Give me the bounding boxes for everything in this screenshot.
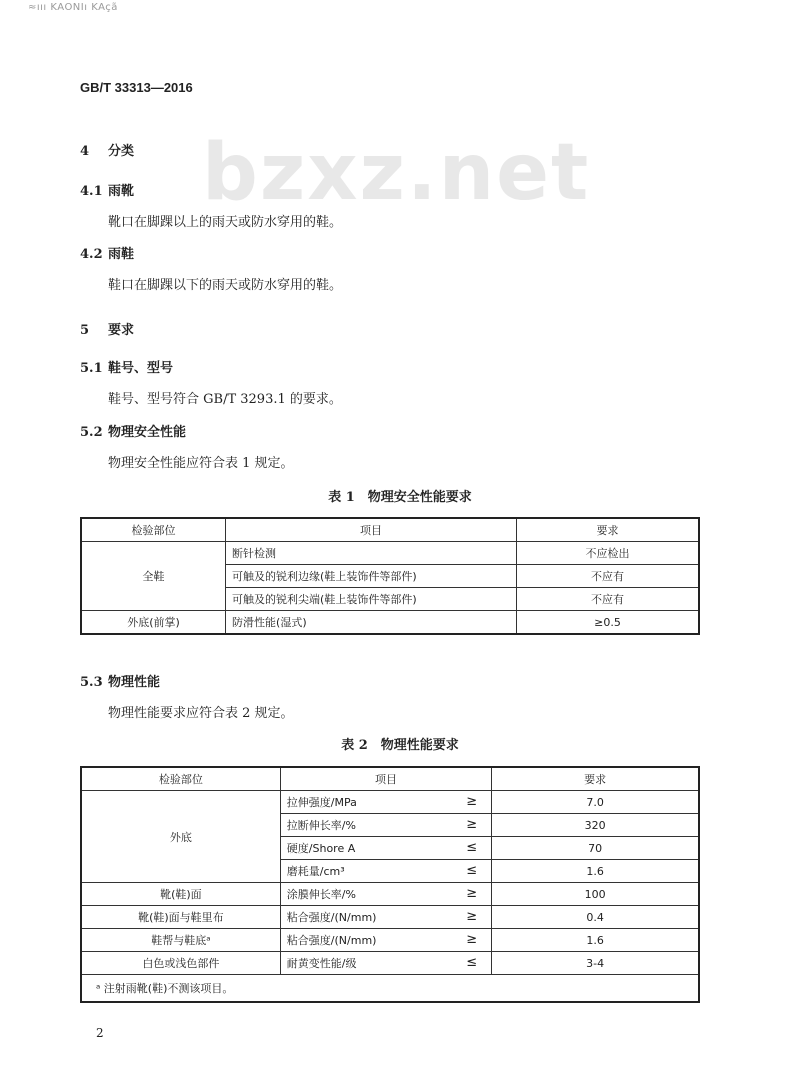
- table-cell-part: 外底: [81, 791, 280, 883]
- table-cell-part: 靴(鞋)面与鞋里布: [81, 906, 280, 929]
- comparison-symbol: ≤: [466, 840, 478, 855]
- section-5-2-heading: 5.2 物理安全性能: [80, 425, 187, 440]
- table-header-cell: 要求: [492, 767, 699, 791]
- table-header-row: [81, 767, 699, 791]
- table-2: [80, 766, 700, 1003]
- table-cell-req: ≥0.5: [517, 611, 699, 635]
- page-number: 2: [96, 1026, 104, 1040]
- table-header-cell: 检验部位: [81, 518, 226, 542]
- table-header-cell: 项目: [280, 767, 491, 791]
- comparison-symbol: ≤: [466, 863, 478, 878]
- table-cell-item: 断针检测: [226, 542, 517, 565]
- section-4-2-heading: 4.2 雨鞋: [80, 247, 135, 262]
- table-row: [81, 611, 699, 635]
- section-4-2-text: 鞋口在脚踝以下的雨天或防水穿用的鞋。: [108, 278, 343, 293]
- table-header-cell: 要求: [517, 518, 699, 542]
- table-cell-req: 不应有: [517, 565, 699, 588]
- comparison-symbol: ≥: [466, 794, 478, 809]
- table-row: [81, 906, 699, 929]
- table-cell-part: 白色或浅色部件: [81, 952, 280, 975]
- table-cell-part: 鞋帮与鞋底ᵃ: [81, 929, 280, 952]
- table-row: [81, 542, 699, 565]
- table-cell-part: 外底(前掌): [81, 611, 226, 635]
- table-header-cell: 检验部位: [81, 767, 280, 791]
- table-cell-req: 320: [492, 814, 699, 837]
- table-cell-req: 1.6: [492, 929, 699, 952]
- comparison-symbol: ≥: [466, 909, 478, 924]
- section-5-2-text: 物理安全性能应符合表 1 规定。: [108, 456, 294, 471]
- table-cell-req: 70: [492, 837, 699, 860]
- table-cell-req: 3-4: [492, 952, 699, 975]
- table-cell-req: 7.0: [492, 791, 699, 814]
- top-mark: ≈ııı KAONIı KAçã: [28, 2, 118, 13]
- table-header-cell: 项目: [226, 518, 517, 542]
- section-4-heading: 4 分类: [80, 144, 135, 159]
- table-cell-item: 拉伸强度/MPa ≥: [280, 791, 491, 814]
- table-row: [81, 883, 699, 906]
- table-cell-item: 涂膜伸长率/% ≥: [280, 883, 491, 906]
- table-cell-req: 100: [492, 883, 699, 906]
- table-cell-req: 1.6: [492, 860, 699, 883]
- table-cell-item: 硬度/Shore A ≤: [280, 837, 491, 860]
- table-cell-item: 可触及的锐利边缘(鞋上装饰件等部件): [226, 565, 517, 588]
- comparison-symbol: ≥: [466, 817, 478, 832]
- section-5-1-text: 鞋号、型号符合 GB/T 3293.1 的要求。: [108, 392, 342, 407]
- table-row: [81, 929, 699, 952]
- table-row: [81, 952, 699, 975]
- table-2-caption: 表 2 物理性能要求: [341, 738, 459, 753]
- table-cell-item: 可触及的锐利尖端(鞋上装饰件等部件): [226, 588, 517, 611]
- section-4-1-heading: 4.1 雨靴: [80, 184, 135, 199]
- table-header-row: [81, 518, 699, 542]
- table-cell-item: 防滑性能(湿式): [226, 611, 517, 635]
- section-5-heading: 5 要求: [80, 323, 135, 338]
- table-cell-item: 磨耗量/cm³ ≤: [280, 860, 491, 883]
- table-row: [81, 791, 699, 814]
- table-1-caption: 表 1 物理安全性能要求: [328, 490, 472, 505]
- table-1: [80, 517, 700, 635]
- table-cell-item: 粘合强度/(N/mm) ≥: [280, 906, 491, 929]
- table-cell-req: 不应有: [517, 588, 699, 611]
- table-cell-part: 靴(鞋)面: [81, 883, 280, 906]
- table-cell-item: 耐黄变性能/级 ≤: [280, 952, 491, 975]
- table-note-row: [81, 975, 699, 1003]
- section-5-3-text: 物理性能要求应符合表 2 规定。: [108, 706, 294, 721]
- watermark: bzxz.net: [202, 128, 591, 218]
- comparison-symbol: ≥: [466, 932, 478, 947]
- table-note: ᵃ 注射雨靴(鞋)不测该项目。: [81, 975, 699, 1003]
- table-cell-item: 拉断伸长率/% ≥: [280, 814, 491, 837]
- comparison-symbol: ≥: [466, 886, 478, 901]
- table-cell-req: 0.4: [492, 906, 699, 929]
- table-cell-part: 全鞋: [81, 542, 226, 611]
- comparison-symbol: ≤: [466, 955, 478, 970]
- table-cell-item: 粘合强度/(N/mm) ≥: [280, 929, 491, 952]
- section-4-1-text: 靴口在脚踝以上的雨天或防水穿用的鞋。: [108, 215, 343, 230]
- standard-number: GB/T 33313—2016: [80, 80, 193, 95]
- table-cell-req: 不应检出: [517, 542, 699, 565]
- section-5-3-heading: 5.3 物理性能: [80, 675, 161, 690]
- section-5-1-heading: 5.1 鞋号、型号: [80, 361, 174, 376]
